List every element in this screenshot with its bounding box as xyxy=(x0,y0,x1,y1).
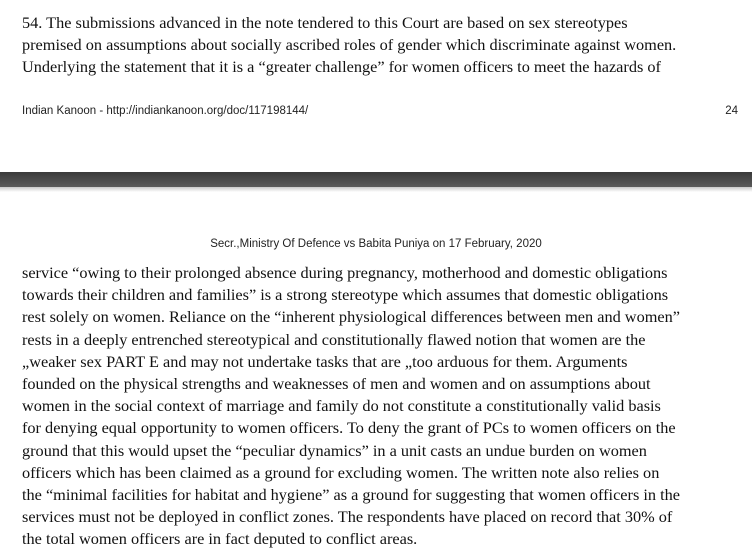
page-header: Secr.,Ministry Of Defence vs Babita Puniya on 17 February, 2020 xyxy=(210,238,542,250)
page-divider-shadow xyxy=(0,187,752,192)
text-line: towards their children and families” is a strong stereotype which assumes that domestic obligations xyxy=(22,285,669,305)
page-footer xyxy=(22,105,738,117)
text-line: 54. The submissions advanced in the note tendered to this Court are based on sex stereotypes xyxy=(22,13,628,32)
text-line: ground that this would upset the “peculiar dynamics” in a unit casts an undue burden on women xyxy=(22,440,647,460)
text-line: the “minimal facilities for habitat and hygiene” as a ground for suggesting that women officers in the xyxy=(22,485,680,505)
text-line: rest solely on women. Reliance on the “inherent physiological differences between men and women” xyxy=(22,307,680,327)
text-line: Underlying the statement that it is a “greater challenge” for women officers to meet the hazards of xyxy=(22,57,661,77)
text-line: services must not be deployed in conflict zones. The respondents have placed on record that 30% of xyxy=(22,507,673,527)
text-line: premised on assumptions about socially ascribed roles of gender which discriminate against women. xyxy=(22,35,677,55)
text-line: for denying equal opportunity to women officers. To deny the grant of PCs to women officers on the xyxy=(22,418,676,438)
page-divider xyxy=(0,172,752,187)
page-number: 24 xyxy=(725,105,738,117)
text-line: „weaker sex PART E and may not undertake tasks that are „too arduous for them. Arguments xyxy=(22,351,628,371)
text-line: service “owing to their prolonged absence during pregnancy, motherhood and domestic obligations xyxy=(22,263,668,282)
text-line: rests in a deeply entrenched stereotypical and constitutionally flawed notion that women are the xyxy=(22,329,646,349)
text-line: officers which has been claimed as a ground for excluding women. The written note also relies on xyxy=(22,462,660,482)
paragraph-54 xyxy=(22,12,738,79)
text-line: founded on the physical strengths and weaknesses of men and women and on assumptions about xyxy=(22,374,651,394)
text-line: the total women officers are in fact deputed to conflict areas. xyxy=(22,529,418,549)
text-line: women in the social context of marriage and family do not constitute a constitutionally valid basis xyxy=(22,396,661,416)
paragraph-continued xyxy=(22,262,738,551)
footer-source-link[interactable]: Indian Kanoon - http://indiankanoon.org/doc/117198144/ xyxy=(22,105,309,117)
page-24 xyxy=(0,0,752,172)
